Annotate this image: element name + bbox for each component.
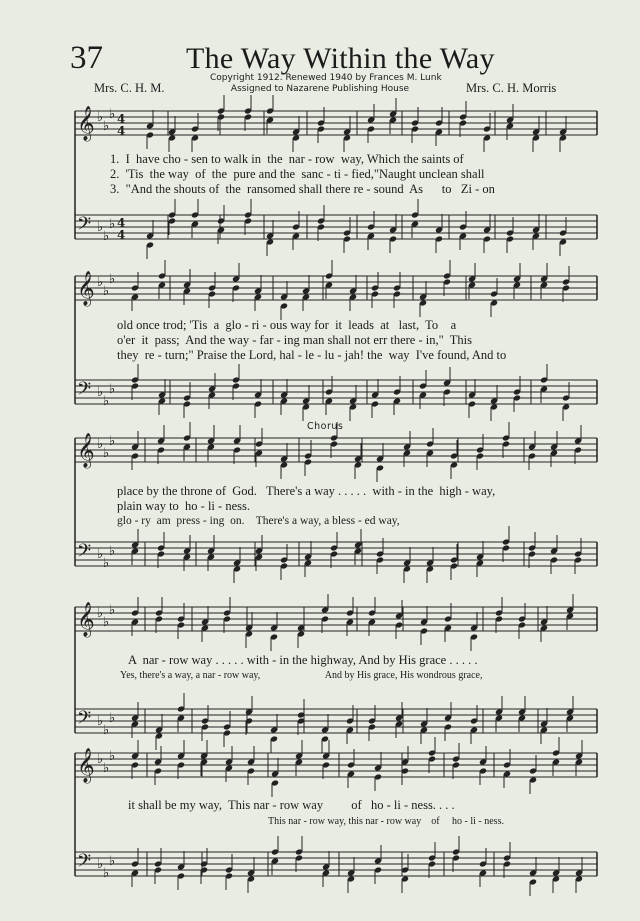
- flat-sign: ♭: [109, 854, 116, 869]
- flat-sign: ♭: [103, 556, 110, 571]
- flat-sign: ♭: [109, 107, 116, 122]
- flat-sign: ♭: [103, 615, 110, 630]
- flat-sign: ♭: [103, 866, 110, 881]
- lyric-s2-v1: old once trod; 'Tis a glo - ri - ous way for it leads at last, To a: [117, 318, 457, 332]
- flat-sign: ♭: [109, 272, 116, 287]
- flat-sign: ♭: [103, 761, 110, 776]
- flat-sign: ♭: [103, 446, 110, 461]
- time-sig-bottom: 4: [117, 228, 126, 242]
- treble-clef: 𝄞: [77, 433, 95, 468]
- flat-sign: ♭: [103, 284, 110, 299]
- flat-sign: ♭: [103, 119, 110, 134]
- flat-sign: ♭: [97, 110, 104, 125]
- flat-sign: ♭: [97, 385, 104, 400]
- chorus-label: Chorus: [307, 421, 344, 432]
- flat-sign: ♭: [97, 752, 104, 767]
- lyric-s3-v3: glo - ry am press - ing on. There's a way, a bless - ed way,: [117, 515, 400, 527]
- lyric-s5-main: it shall be my way, This nar - row way of ho - li - ness. . . .: [128, 798, 455, 812]
- lyric-s1-v2: 2. 'Tis the way of the pure and the sanc - ti - fied,"Naught unclean shall: [110, 167, 485, 181]
- bass-clef: 𝄢: [77, 708, 92, 733]
- lyric-s4-main: A nar - row way . . . . . with - in the highway, And by His grace . . . . .: [128, 653, 478, 667]
- flat-sign: ♭: [97, 275, 104, 290]
- lyric-s3-v1: place by the throne of God. There's a way . . . . . with - in the high - way,: [117, 484, 496, 498]
- treble-clef: 𝄞: [77, 271, 95, 306]
- lyric-s3-v2: plain way to ho - li - ness.: [117, 499, 250, 513]
- lyric-s1-v1: 1. I have cho - sen to walk in the nar - row way, Which the saints of: [110, 152, 464, 166]
- flat-sign: ♭: [103, 723, 110, 738]
- music-credit: Mrs. C. H. Morris: [466, 81, 557, 95]
- flat-sign: ♭: [109, 711, 116, 726]
- flat-sign: ♭: [103, 229, 110, 244]
- flat-sign: ♭: [109, 749, 116, 764]
- lyric-s5-echo: This nar - row way, this nar - row way of ho - li - ness.: [268, 816, 504, 827]
- bass-clef: 𝄢: [77, 379, 92, 404]
- flat-sign: ♭: [97, 857, 104, 872]
- flat-sign: ♭: [109, 382, 116, 397]
- flat-sign: ♭: [97, 714, 104, 729]
- flat-sign: ♭: [97, 220, 104, 235]
- hymn-title: The Way Within the Way: [186, 42, 495, 75]
- flat-sign: ♭: [109, 434, 116, 449]
- flat-sign: ♭: [109, 217, 116, 232]
- treble-clef: 𝄞: [77, 748, 95, 783]
- flat-sign: ♭: [97, 437, 104, 452]
- bass-clef: 𝄢: [77, 541, 92, 566]
- lyric-s2-v2: o'er it pass; And the way - far - ing man shall not err there - in," This: [117, 333, 472, 347]
- bass-clef: 𝄢: [77, 214, 92, 239]
- flat-sign: ♭: [97, 547, 104, 562]
- time-sig-top: 4: [117, 112, 126, 126]
- treble-clef: 𝄞: [77, 106, 95, 141]
- hymn-number: 37: [70, 40, 103, 76]
- time-sig-bottom: 4: [117, 124, 126, 138]
- copyright-line-2: Assigned to Nazarene Publishing House: [230, 84, 410, 94]
- flat-sign: ♭: [103, 394, 110, 409]
- treble-clef: 𝄞: [77, 602, 95, 637]
- flat-sign: ♭: [109, 544, 116, 559]
- words-credit: Mrs. C. H. M.: [94, 81, 165, 95]
- bass-clef: 𝄢: [77, 851, 92, 876]
- copyright-line-1: Copyright 1912. Renewed 1940 by Frances M. Lunk: [210, 73, 442, 83]
- flat-sign: ♭: [109, 603, 116, 618]
- time-sig-top: 4: [117, 216, 126, 230]
- lyric-s2-v3: they re - turn;" Praise the Lord, hal - le - lu - jah! the way I've found, And to: [117, 348, 507, 362]
- flat-sign: ♭: [97, 606, 104, 621]
- lyric-s4-echo: Yes, there's a way, a nar - row way, And by His grace, His wondrous grace,: [120, 670, 483, 681]
- lyric-s1-v3: 3. "And the shouts of the ransomed shall there re - sound As to Zi - on: [110, 182, 495, 196]
